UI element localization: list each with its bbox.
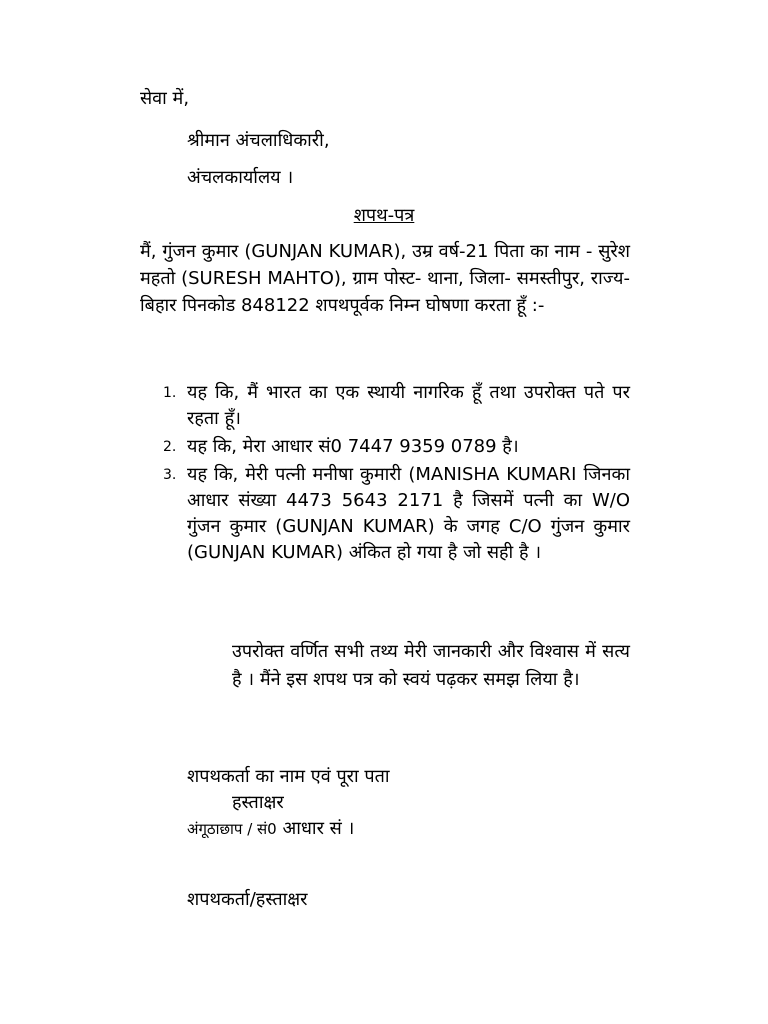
list-number: 1. xyxy=(163,385,177,401)
deponent-name-line: शपथकर्ता का नाम एवं पूरा पता xyxy=(187,766,390,787)
subject-heading: शपथ-पत्र xyxy=(353,205,415,226)
deponent-signature-line: हस्ताक्षर xyxy=(232,792,284,813)
list-item xyxy=(140,462,630,566)
recipient-title: श्रीमान अंचलाधिकारी, xyxy=(187,130,330,151)
thumb-label: अंगूठाछाप / सं0 xyxy=(187,820,277,838)
intro-paragraph: मैं, गुंजन कुमार (GUNJAN KUMAR), उम्र वर्ष-21 पिता का नाम - सुरेश महतो (SURESH MAHTO), ग्राम पोस्ट- थाना, जिला- समस्तीपुर, राज्य-बिहार पिनकोड 848122 शपथपूर्वक निम्न घोषणा करता हूँ :- xyxy=(140,241,630,316)
list-text: यह कि, मैं भारत का एक स्थायी नागरिक हूँ तथा उपरोक्त पते पर रहता हूँ। xyxy=(187,382,630,429)
list-text: यह कि, मेरा आधार सं0 7447 9359 0789 है। xyxy=(187,436,519,457)
list-number: 3. xyxy=(163,467,177,483)
signature-line: शपथकर्ता/हस्ताक्षर xyxy=(187,889,308,910)
list-item xyxy=(140,380,630,432)
salutation: सेवा में, xyxy=(140,88,190,109)
declaration-points xyxy=(140,380,630,568)
thumb-impression-line xyxy=(187,817,354,841)
declaration-paragraph: उपरोक्त वर्णित सभी तथ्य मेरी जानकारी और विश्वास में सत्य है । मैंने इस शपथ पत्र को स्वयं पढ़कर समझ लिया है। xyxy=(232,641,630,690)
list-number: 2. xyxy=(163,439,177,455)
list-item xyxy=(140,434,630,460)
aadhaar-label: आधार सं । xyxy=(282,818,355,839)
recipient-office: अंचलकार्यालय । xyxy=(187,167,294,188)
list-text: यह कि, मेरी पत्नी मनीषा कुमारी (MANISHA KUMARI जिनका आधार संख्या 4473 5643 2171 है जिसमें पत्नी का W/O गुंजन कुमार (GUNJAN KUMAR) के जगह C/O गुंजन कुमार (GUNJAN KUMAR) अंकित हो गया है जो सही है । xyxy=(187,464,630,563)
